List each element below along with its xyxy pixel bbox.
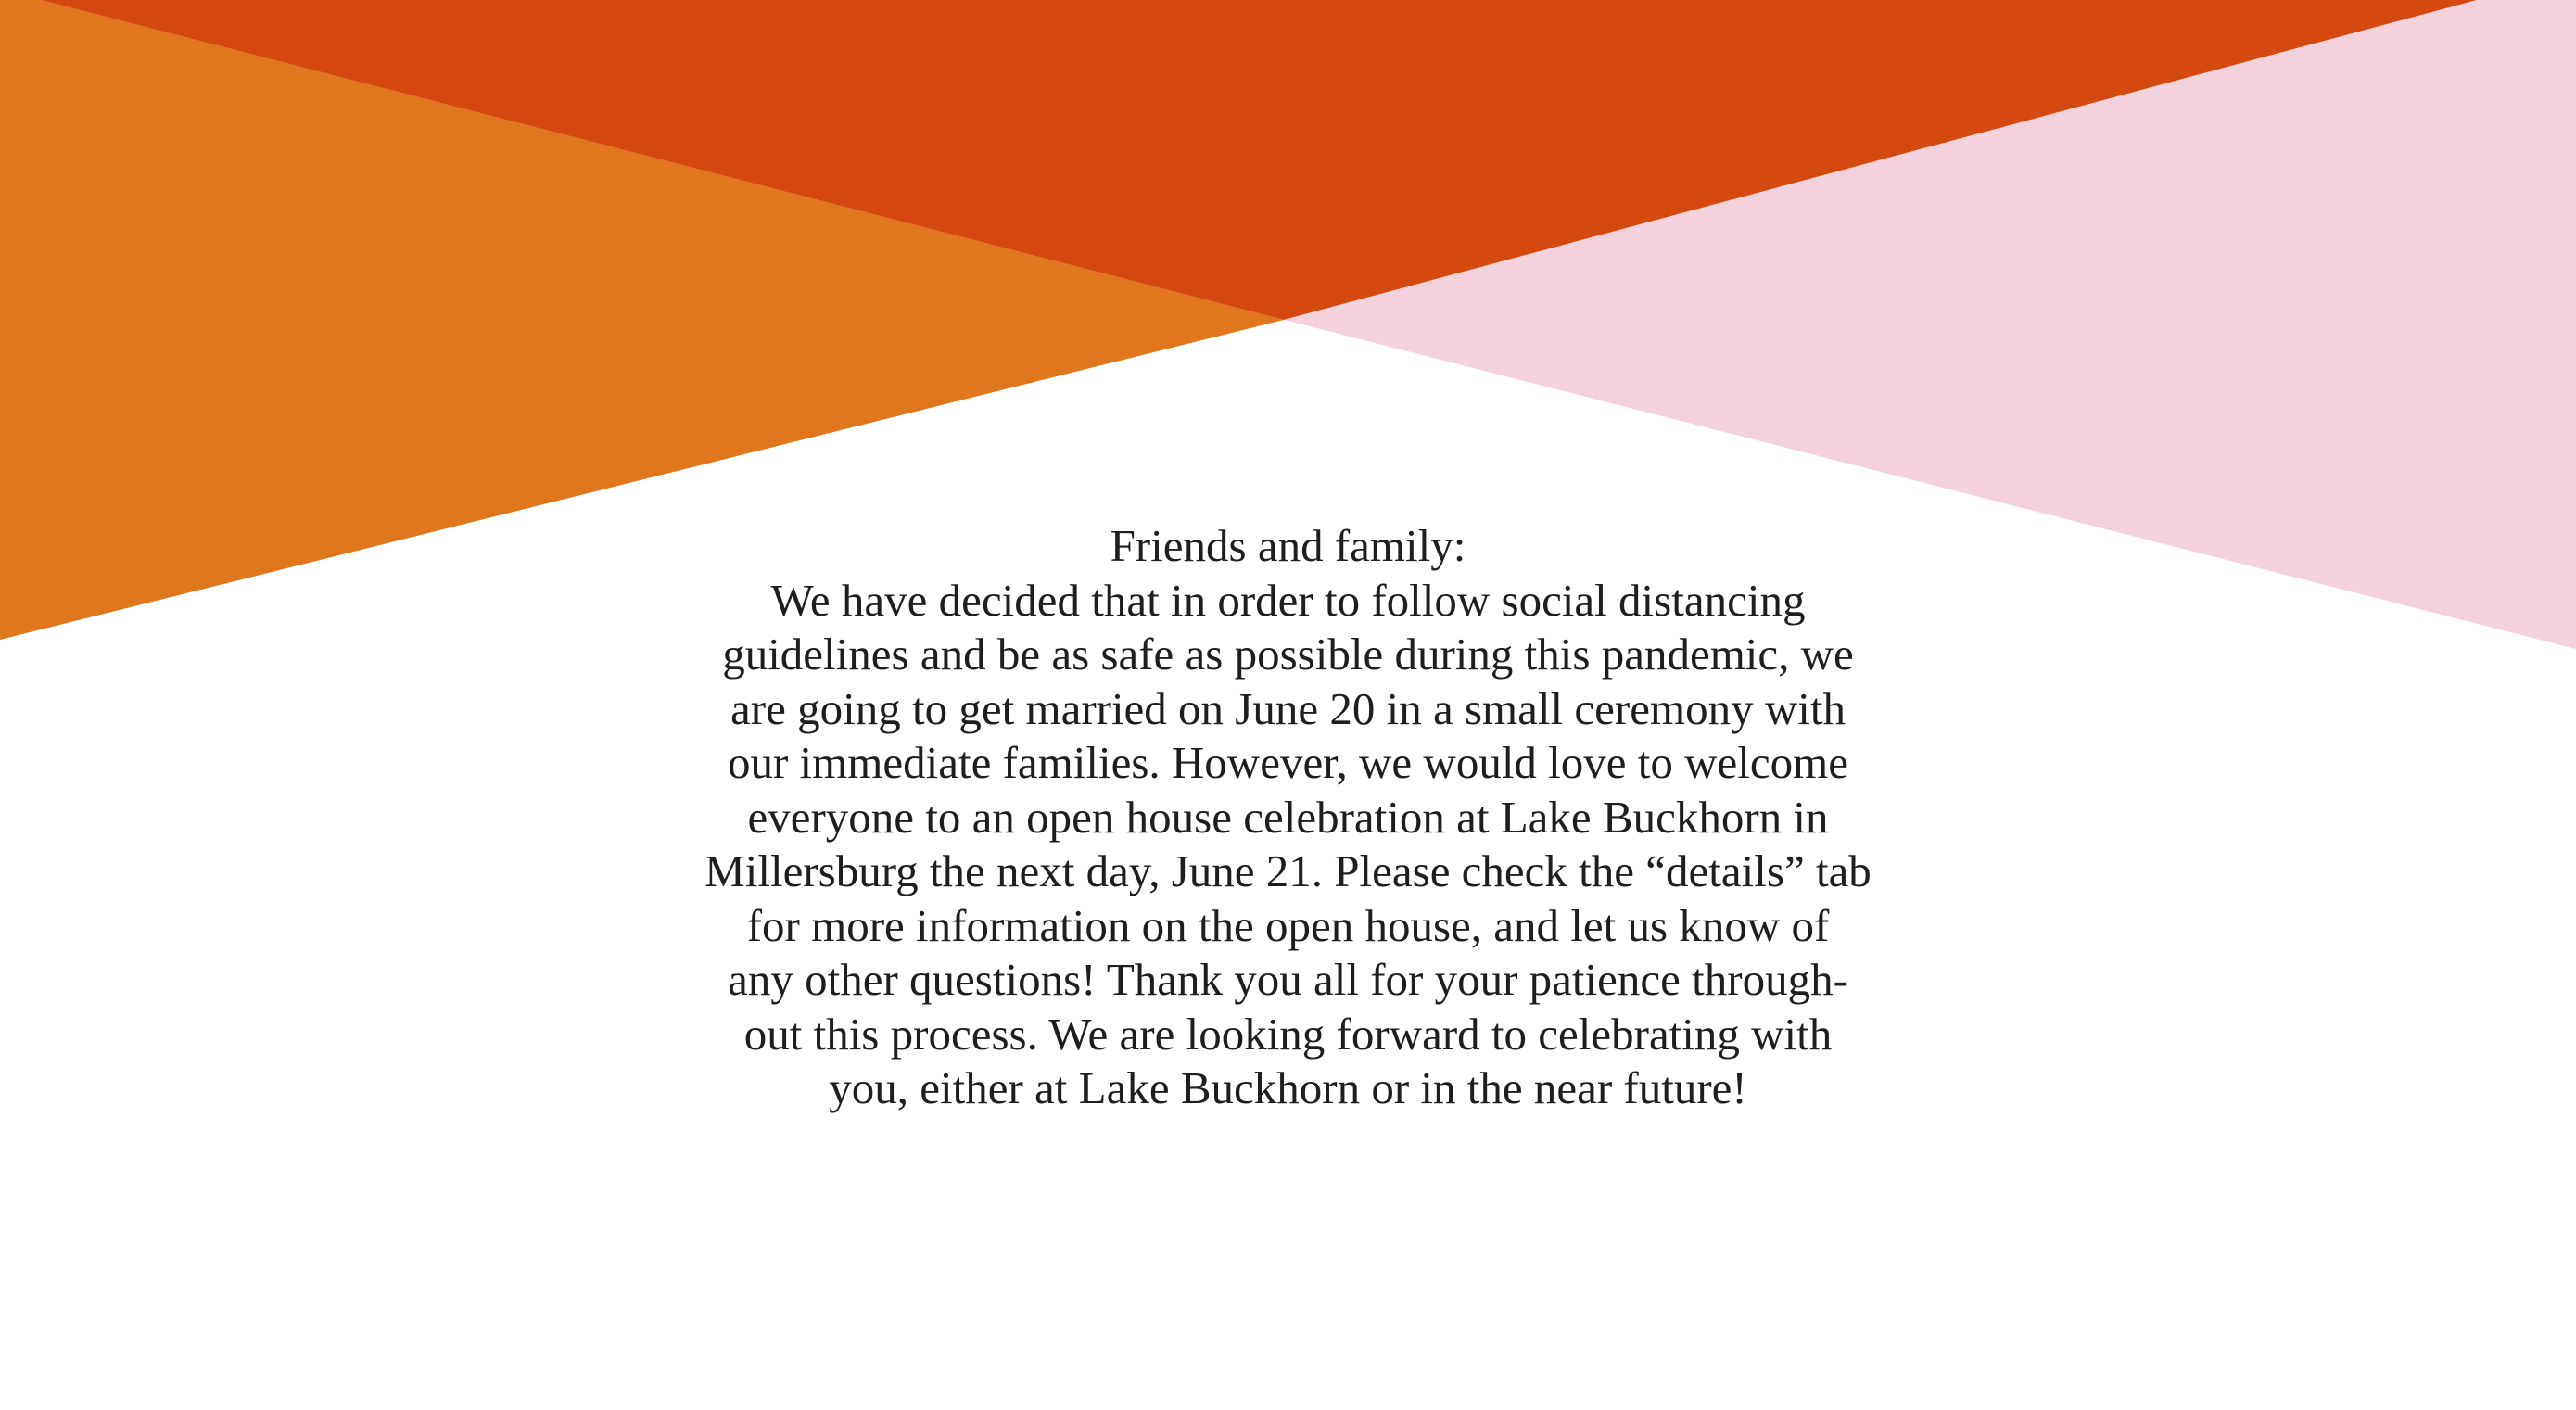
announcement-line: We have decided that in order to follow social distancing [770, 574, 1806, 626]
announcement-line: any other questions! Thank you all for your patience through- [728, 954, 1848, 1005]
announcement-line: our immediate families. However, we would love to welcome [727, 737, 1849, 788]
announcement-line: guidelines and be as safe as possible during this pandemic, we [722, 629, 1854, 680]
announcement-line: for more information on the open house, and let us know of [746, 899, 1830, 951]
announcement-greeting: Friends and family: [1110, 520, 1466, 571]
announcement-line: out this process. We are looking forward to celebrating with [743, 1008, 1833, 1060]
announcement-line: everyone to an open house celebration at Lake Buckhorn in [747, 791, 1829, 843]
announcement-line: you, either at Lake Buckhorn or in the near future! [829, 1062, 1747, 1113]
announcement-line: Millersburg the next day, June 21. Please check the “details” tab [704, 845, 1872, 896]
announcement-text [0, 519, 2576, 1116]
announcement-line: are going to get married on June 20 in a small ceremony with [730, 682, 1846, 734]
